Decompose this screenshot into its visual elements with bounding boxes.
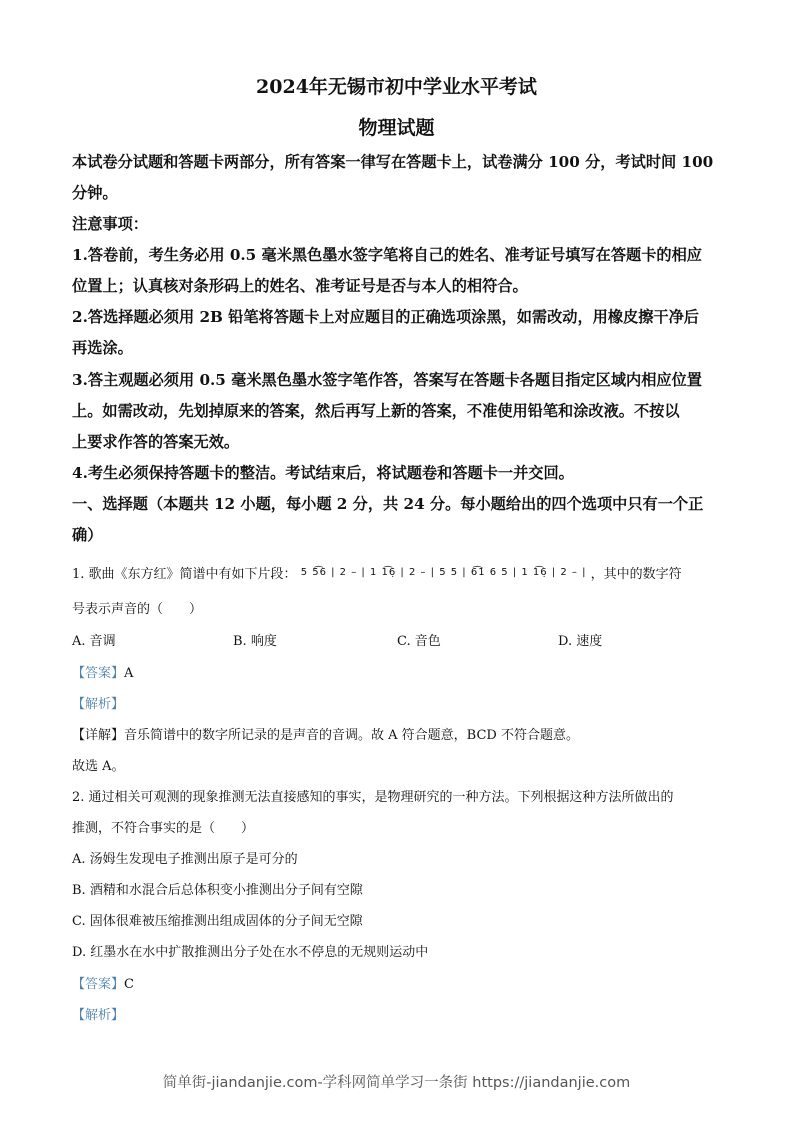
music-notation: 5 5͡6 | 2 – | 1 1͡6̣ | 2 – | 5 5 | 6͡1̇ 6 5 | 1 1͡6̣ | 2 – |	[300, 567, 587, 578]
answer-label: 【答案】	[72, 666, 125, 681]
question-1-answer	[72, 662, 133, 681]
question-2-stem-line-1: 2. 通过相关可观测的现象推测无法直接感知的事实，是物理研究的一种方法。下列根据这种方法所做出的	[72, 790, 674, 805]
question-1-conclusion: 故选 A。	[72, 759, 125, 774]
question-2-analysis-label: 【解析】	[72, 1008, 125, 1023]
question-2-option-d[interactable]: D. 红墨水在水中扩散推测出分子处在水不停息的无规则运动中	[72, 945, 429, 960]
question-2-option-b[interactable]: B. 酒精和水混合后总体积变小推测出分子间有空隙	[72, 883, 363, 898]
question-1-stem	[72, 563, 682, 582]
exam-title: 2024年无锡市初中学业水平考试	[256, 76, 537, 98]
note-3-line-3: 上要求作答的答案无效。	[72, 433, 240, 451]
footer-watermark: 简单街-jiandanjie.com-学科网简单学习一条街 https://jiandanjie.com	[162, 1075, 631, 1091]
exam-subtitle: 物理试题	[358, 117, 435, 139]
intro-line-2: 分钟。	[72, 184, 118, 202]
answer-value: C	[124, 977, 134, 992]
question-2-stem-line-2: 推测，不符合事实的是（ ）	[72, 821, 255, 836]
note-3-line-1: 3.答主观题必须用 0.5 毫米黑色墨水签字笔作答，答案写在答题卡各题目指定区域内相应位置	[72, 371, 702, 389]
note-4-line-1: 4.考生必须保持答题卡的整洁。考试结束后，将试题卷和答题卡一并交回。	[72, 464, 574, 482]
question-1-stem-prefix: 1. 歌曲《东方红》简谱中有如下片段：	[72, 567, 297, 582]
answer-value: A	[124, 666, 134, 681]
question-1-option-d[interactable]: D. 速度	[558, 634, 603, 649]
question-2-option-a[interactable]: A. 汤姆生发现电子推测出原子是可分的	[72, 852, 298, 867]
question-1-detail: 【详解】音乐简谱中的数字所记录的是声音的音调。故 A 符合题意，BCD 不符合题意。	[72, 728, 579, 743]
question-1-stem-suffix: ，其中的数字符	[590, 567, 682, 582]
answer-label: 【答案】	[72, 977, 125, 992]
note-1-line-2: 位置上；认真核对条形码上的姓名、准考证号是否与本人的相符合。	[72, 277, 528, 295]
notes-heading: 注意事项：	[72, 215, 148, 233]
question-1-option-c[interactable]: C. 音色	[397, 634, 441, 649]
note-1-line-1: 1.答卷前，考生务必用 0.5 毫米黑色墨水签字笔将自己的姓名、准考证号填写在答题卡的相应	[72, 246, 702, 264]
question-1-stem-line-2: 号表示声音的（ ）	[72, 602, 203, 617]
note-2-line-1: 2.答选择题必须用 2B 铅笔将答题卡上对应题目的正确选项涂黑，如需改动，用橡皮擦干净后	[72, 308, 699, 326]
intro-line-1: 本试卷分试题和答题卡两部分，所有答案一律写在答题卡上，试卷满分 100 分，考试时间 100	[72, 153, 714, 171]
note-3-line-2: 上。如需改动，先划掉原来的答案，然后再写上新的答案，不准使用铅笔和涂改液。不按以	[72, 402, 680, 420]
question-2-answer	[72, 973, 134, 992]
section-heading-line-1: 一、选择题（本题共 12 小题，每小题 2 分，共 24 分。每小题给出的四个选项中只有一个正	[72, 495, 704, 513]
section-heading-line-2: 确）	[72, 526, 103, 544]
question-1-analysis-label: 【解析】	[72, 697, 125, 712]
note-2-line-2: 再选涂。	[72, 339, 133, 357]
question-1-option-b[interactable]: B. 响度	[233, 634, 277, 649]
question-1-option-a[interactable]: A. 音调	[72, 634, 116, 649]
question-2-option-c[interactable]: C. 固体很难被压缩推测出组成固体的分子间无空隙	[72, 914, 363, 929]
